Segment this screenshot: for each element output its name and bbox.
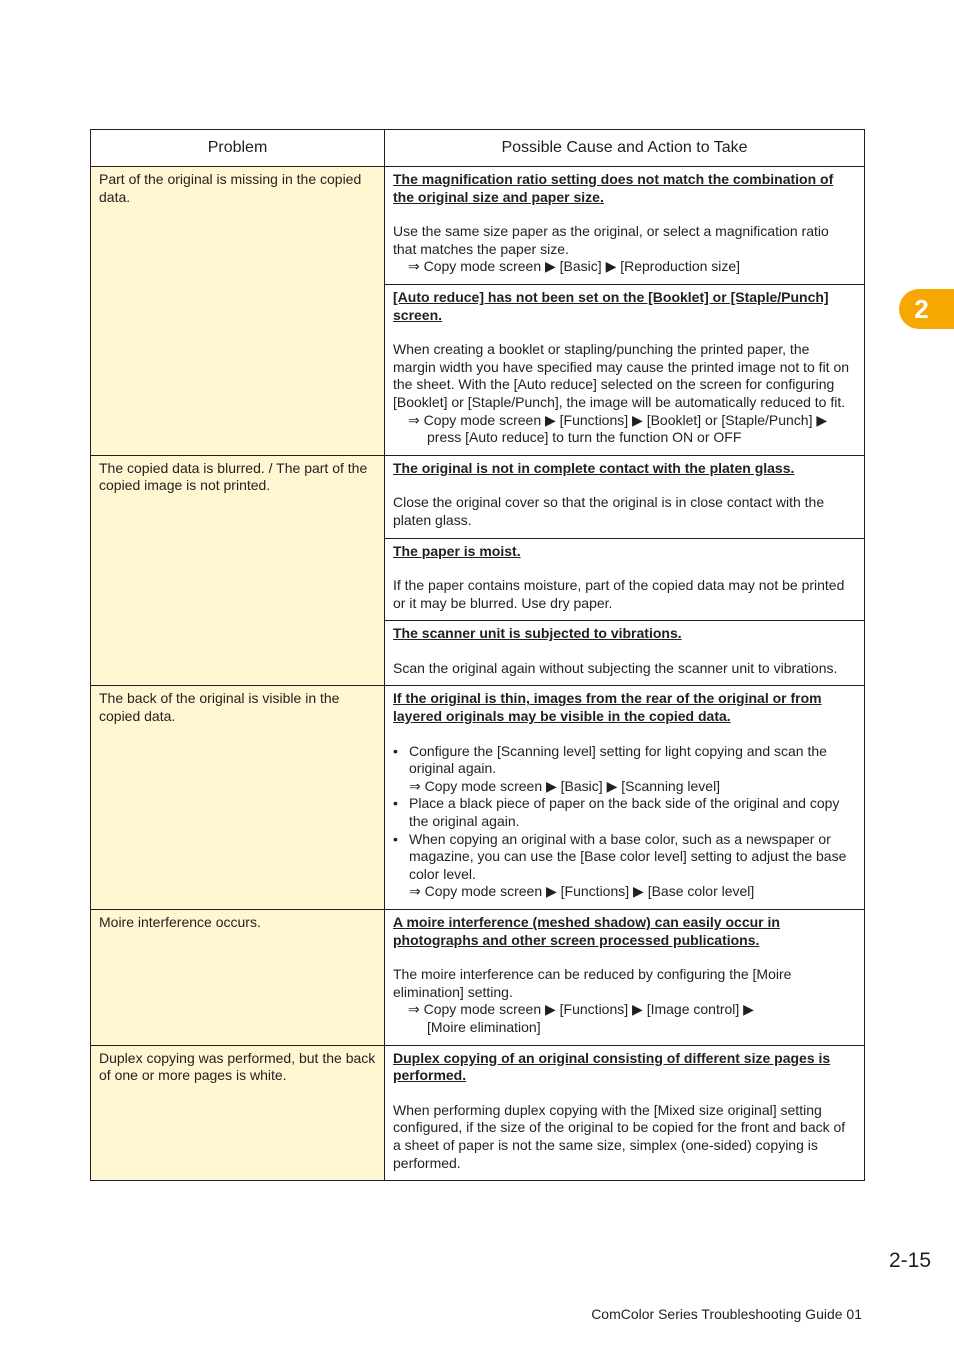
problem-text: The back of the original is visible in the copied data. bbox=[99, 690, 340, 725]
problem-cell bbox=[91, 455, 385, 686]
cause-title: The scanner unit is subjected to vibrations. bbox=[393, 625, 682, 642]
table-row bbox=[91, 1045, 865, 1181]
bullet-text: • When copying an original with a base color, such as a newspaper or magazine, you can use the [Base color level] setting to adjust the base color level. bbox=[409, 830, 847, 882]
cause-title: Duplex copying of an original consisting of different size pages is performed. bbox=[393, 1049, 831, 1084]
bullet-text: • Place a black piece of paper on the back side of the original and copy the original again. bbox=[409, 795, 840, 830]
cause-cell bbox=[385, 538, 865, 621]
cause-text: Scan the original again without subjecting the scanner unit to vibrations. bbox=[393, 659, 838, 676]
problem-cell bbox=[91, 1045, 385, 1181]
navigation-path-continued: [Moire elimination] bbox=[427, 1018, 541, 1035]
table-row bbox=[91, 686, 865, 910]
troubleshooting-table bbox=[90, 129, 865, 1181]
header-cause: Possible Cause and Action to Take bbox=[385, 130, 865, 167]
navigation-path: ⇒ Copy mode screen ▶ [Functions] ▶ [Image control] ▶ bbox=[408, 1001, 754, 1018]
bullet-item bbox=[393, 831, 856, 901]
cause-cell bbox=[385, 284, 865, 455]
problem-text: Moire interference occurs. bbox=[99, 914, 261, 930]
cause-text: When performing duplex copying with the [Mixed size original] setting configured, if the size of the original to be copied for the front and back of a sheet of paper is not the same size, simplex (one-sided) copying is performed. bbox=[393, 1101, 846, 1171]
cause-text: Use the same size paper as the original, or select a magnification ratio that matches the paper size. bbox=[393, 223, 829, 257]
cause-cell bbox=[385, 686, 865, 910]
navigation-path: ⇒ Copy mode screen ▶ [Basic] ▶ [Reproduction size] bbox=[408, 258, 741, 275]
cause-title: If the original is thin, images from the rear of the original or from layered originals may be visible in the copied data. bbox=[393, 690, 822, 725]
problem-cell bbox=[91, 910, 385, 1046]
cause-title: The paper is moist. bbox=[393, 542, 521, 559]
header-problem: Problem bbox=[91, 130, 385, 167]
bullet-text: • Configure the [Scanning level] setting for light copying and scan the original again. bbox=[409, 742, 827, 777]
footer-text: ComColor Series Troubleshooting Guide 01 bbox=[591, 1306, 862, 1322]
bullet-item bbox=[393, 795, 856, 830]
cause-title: A moire interference (meshed shadow) can easily occur in photographs and other screen processed publications. bbox=[393, 914, 780, 948]
table-row bbox=[91, 910, 865, 1046]
page-number: 2-15 bbox=[888, 1249, 931, 1272]
cause-text: The moire interference can be reduced by configuring the [Moire elimination] setting. bbox=[393, 966, 792, 1000]
cause-title: The magnification ratio setting does not match the combination of the original size and paper size. bbox=[393, 171, 834, 205]
cause-cell bbox=[385, 1045, 865, 1181]
table-header-row bbox=[91, 130, 865, 167]
problem-text: Part of the original is missing in the copied data. bbox=[99, 171, 362, 205]
cause-cell bbox=[385, 455, 865, 538]
cause-title: The original is not in complete contact with the platen glass. bbox=[393, 459, 795, 476]
bullet-item bbox=[393, 743, 856, 796]
navigation-path: ⇒ Copy mode screen ▶ [Functions] ▶ [Base color level] bbox=[409, 883, 755, 900]
problem-cell bbox=[91, 167, 385, 456]
cause-cell bbox=[385, 910, 865, 1046]
navigation-path-continued: press [Auto reduce] to turn the function ON or OFF bbox=[427, 429, 742, 446]
bullet-list bbox=[393, 743, 856, 901]
cause-title: [Auto reduce] has not been set on the [Booklet] or [Staple/Punch] screen. bbox=[393, 288, 829, 323]
cause-text: Close the original cover so that the original is in close contact with the platen glass. bbox=[393, 494, 825, 528]
table-row bbox=[91, 167, 865, 285]
navigation-path: ⇒ Copy mode screen ▶ [Basic] ▶ [Scanning level] bbox=[409, 777, 721, 794]
cause-text: If the paper contains moisture, part of the copied data may not be printed or it may be blurred. Use dry paper. bbox=[393, 577, 845, 611]
cause-text: When creating a booklet or stapling/punching the printed paper, the margin width you have specified may cause the printed image not to fit on the sheet. With the [Auto reduce] selected on the screen for configuring [Booklet] or [Staple/Punch], the image will be automatically reduced to fit. bbox=[393, 341, 850, 410]
chapter-tab: 2 bbox=[899, 289, 954, 329]
problem-text: The copied data is blurred. / The part of the copied image is not printed. bbox=[99, 459, 368, 494]
problem-text: Duplex copying was performed, but the back of one or more pages is white. bbox=[99, 1049, 376, 1084]
cause-cell bbox=[385, 167, 865, 285]
navigation-path: ⇒ Copy mode screen ▶ [Functions] ▶ [Booklet] or [Staple/Punch] ▶ bbox=[408, 411, 828, 428]
cause-cell bbox=[385, 621, 865, 686]
problem-cell bbox=[91, 686, 385, 910]
table-row bbox=[91, 455, 865, 538]
